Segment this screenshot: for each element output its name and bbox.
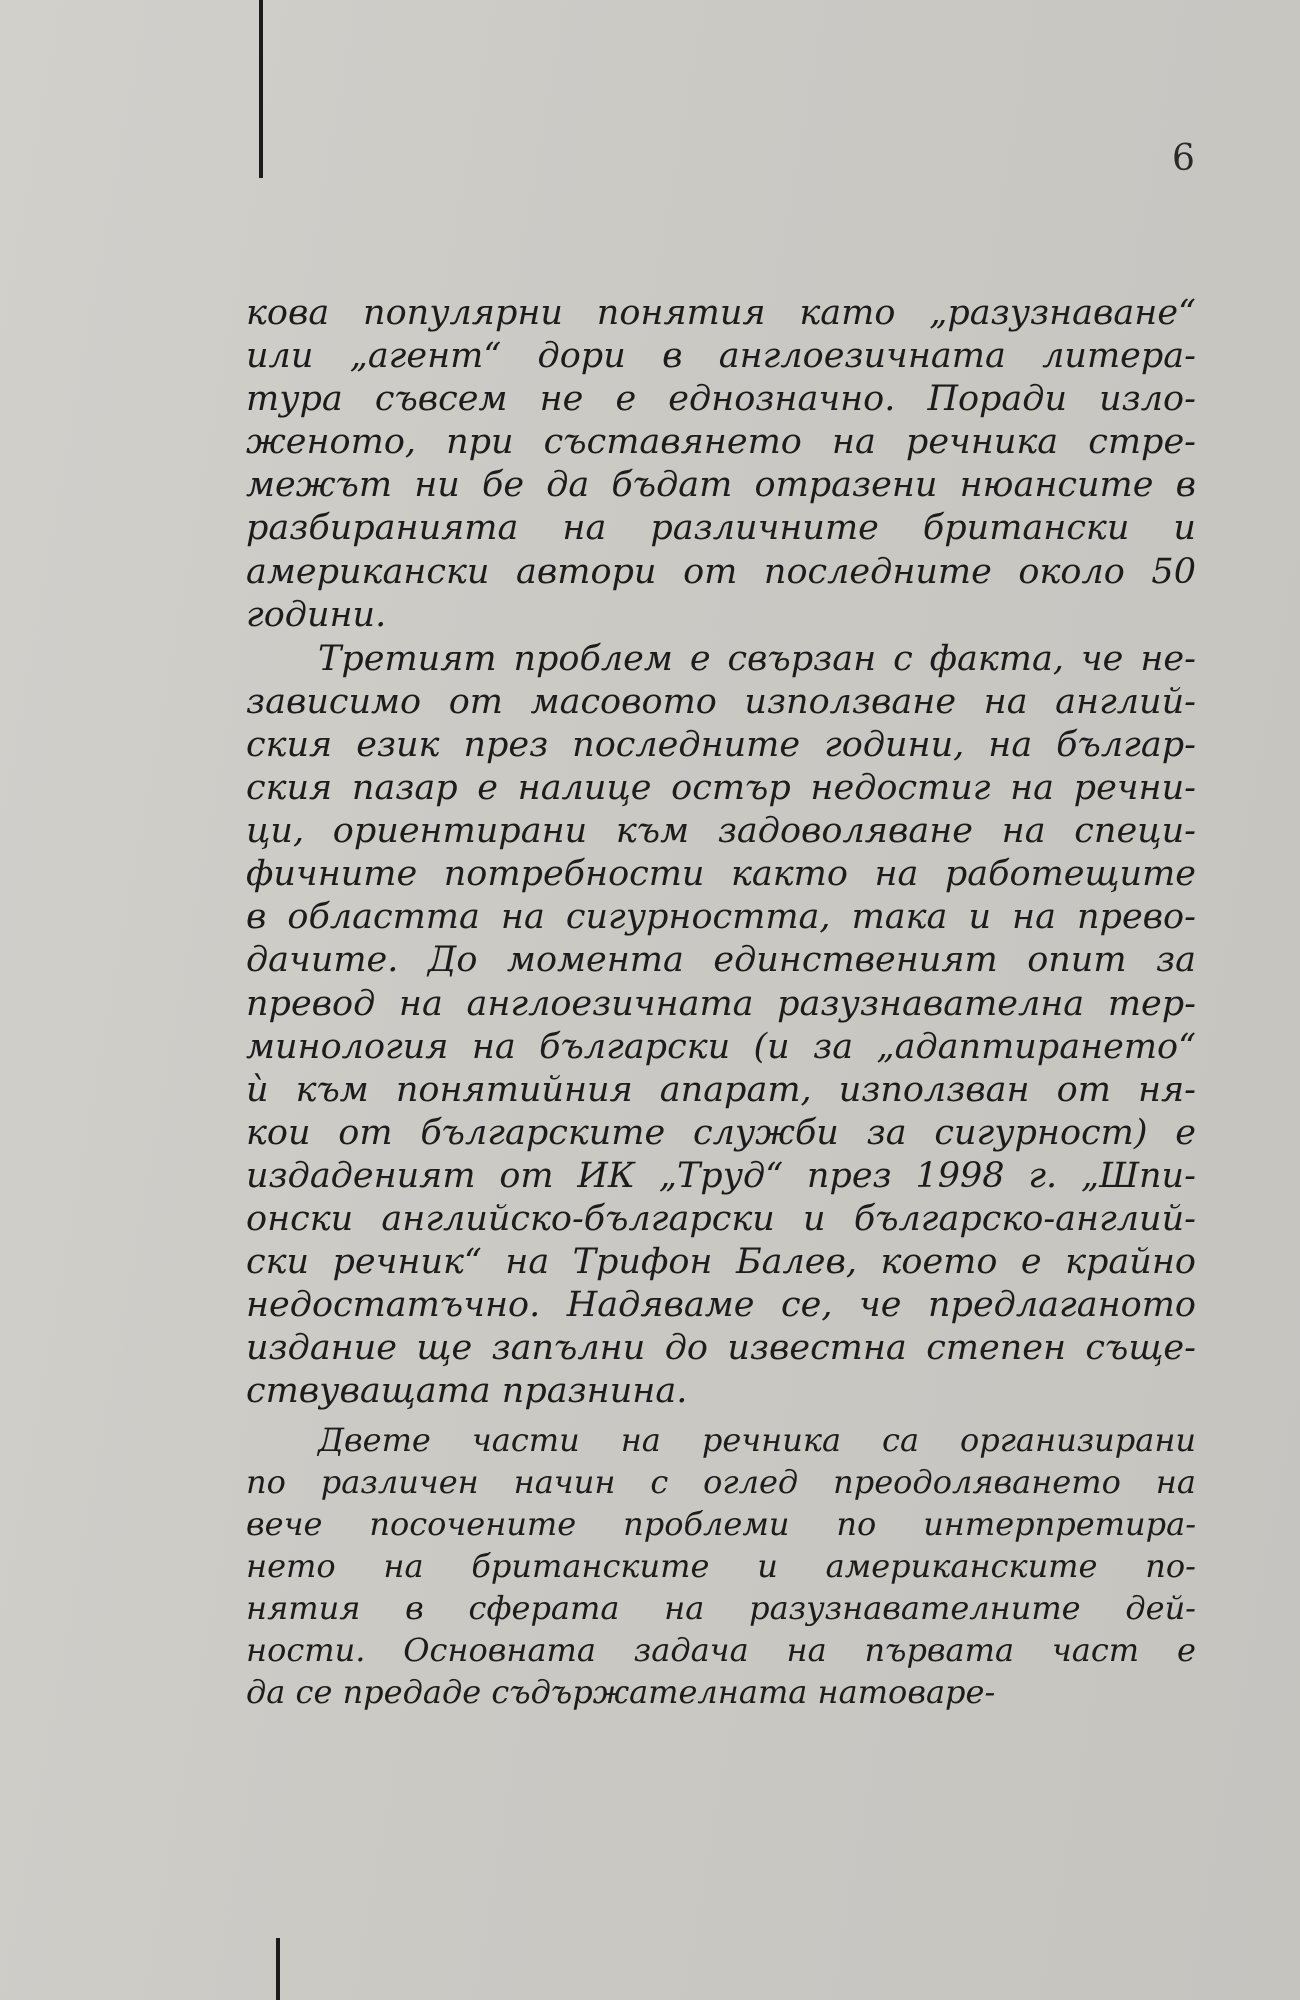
text-line: онски английско-български и българско-англий- xyxy=(246,1198,1196,1239)
body-text xyxy=(246,292,1196,1713)
text-line: по различен начин с оглед преодоляването на xyxy=(246,1463,1196,1502)
text-line: ѝ към понятийния апарат, използван от ня- xyxy=(246,1069,1196,1110)
paragraph-3 xyxy=(246,1419,1196,1713)
text-line: или „агент“ дори в англоезичната литера- xyxy=(246,336,1196,377)
text-line: недостатъчно. Надяваме се, че предлаганото xyxy=(246,1285,1196,1326)
text-line: Двете части на речника са организирани xyxy=(318,1421,1196,1460)
text-line: да се предаде съдържателната натоваре- xyxy=(246,1673,996,1712)
text-line: ствуващата празнина. xyxy=(246,1371,688,1412)
margin-rule-bottom xyxy=(276,1938,280,2000)
text-line: ци, ориентирани към задоволяване на специ- xyxy=(246,811,1196,852)
text-line: дачите. До момента единственият опит за xyxy=(246,940,1196,981)
text-line: кова популярни понятия като „разузнаване“ xyxy=(246,293,1196,333)
text-line: издание ще запълни до известна степен съще- xyxy=(246,1328,1196,1369)
text-line: ски речник“ на Трифон Балев, което е крайно xyxy=(246,1242,1196,1283)
text-line: американски автори от последните около 50 xyxy=(246,551,1196,592)
text-line: тура съвсем не е еднозначно. Поради изло- xyxy=(246,379,1196,420)
text-line: Третият проблем е свързан с факта, че не- xyxy=(318,638,1196,679)
text-line: ския пазар е налице остър недостиг на речни- xyxy=(246,768,1196,809)
text-line: издаденият от ИК „Труд“ през 1998 г. „Шпи- xyxy=(246,1155,1196,1196)
text-line: кои от българските служби за сигурност) е xyxy=(246,1112,1196,1153)
paragraph-2 xyxy=(246,638,1196,1414)
text-line: в областта на сигурността, така и на прево- xyxy=(246,897,1196,938)
text-line: женото, при съставянето на речника стре- xyxy=(246,422,1196,463)
text-line: нятия в сферата на разузнавателните дей- xyxy=(246,1589,1196,1628)
text-line: разбиранията на различните британски и xyxy=(246,508,1196,549)
text-line: фичните потребности както на работещите xyxy=(246,854,1196,895)
text-line: години. xyxy=(246,594,387,635)
text-line: вече посочените проблеми по интерпретира- xyxy=(246,1505,1196,1544)
text-line: превод на англоезичната разузнавателна тер- xyxy=(246,983,1196,1024)
margin-rule-top xyxy=(259,0,263,178)
page-number: 6 xyxy=(1172,138,1195,179)
text-line: ския език през последните години, на българ- xyxy=(246,724,1196,765)
text-line: нето на британските и американските по- xyxy=(246,1547,1196,1586)
text-line: зависимо от масовото използване на англий- xyxy=(246,681,1196,722)
paragraph-1 xyxy=(246,292,1196,637)
text-line: межът ни бе да бъдат отразени нюансите в xyxy=(246,465,1196,506)
text-line: ности. Основната задача на първата част е xyxy=(246,1631,1196,1670)
text-line: минология на български (и за „адаптирането“ xyxy=(246,1026,1196,1067)
